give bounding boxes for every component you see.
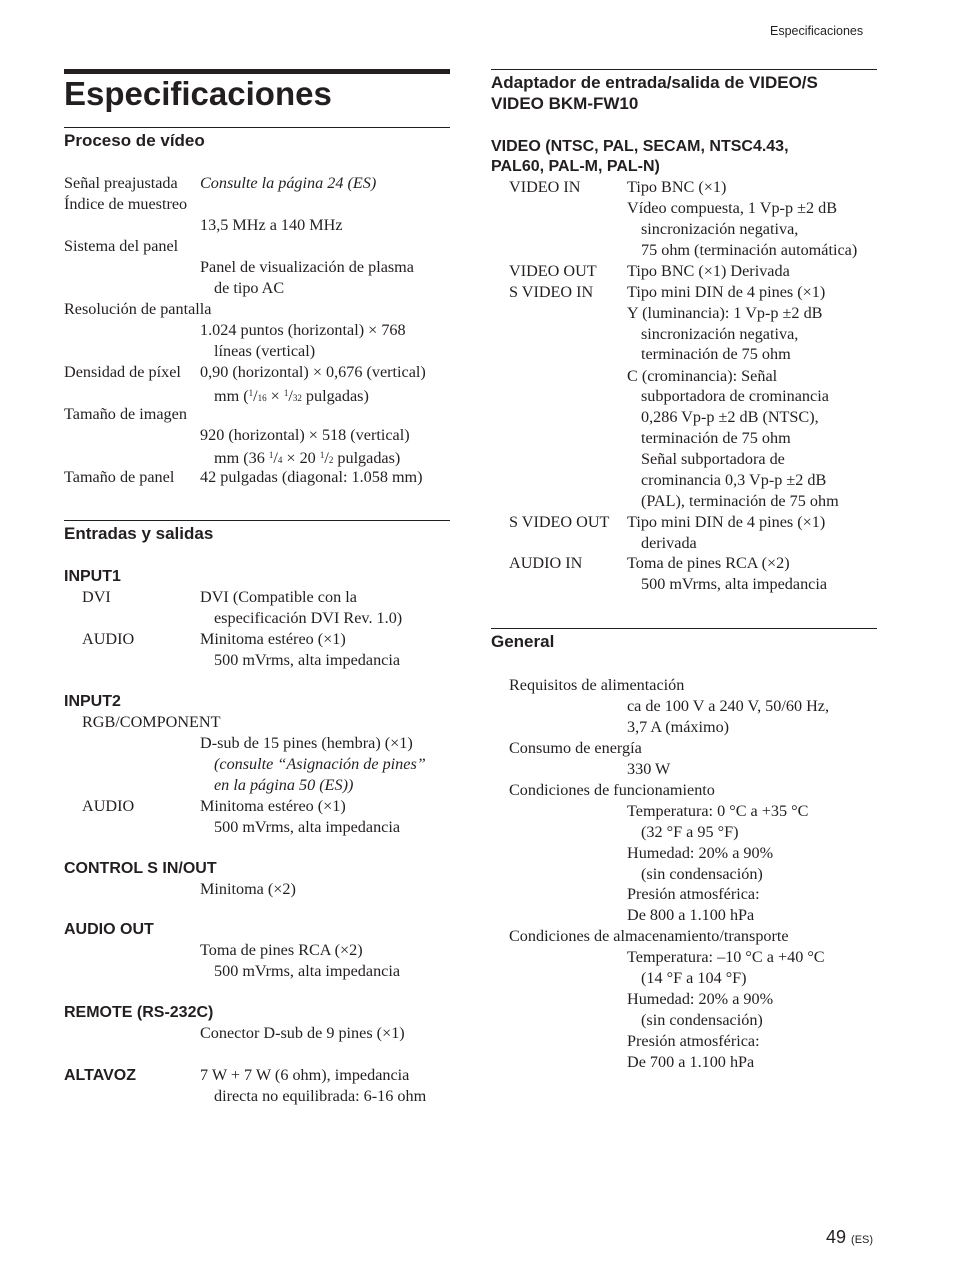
fraction-text: × 20 xyxy=(282,449,320,467)
spec-value: Toma de pines RCA (×2) xyxy=(627,554,790,572)
spec-value: 500 mVrms, alta impedancia xyxy=(214,651,401,669)
spec-value: sincronización negativa, xyxy=(641,220,799,238)
fraction-text: pulgadas) xyxy=(301,387,369,405)
fraction-den: 4 xyxy=(277,455,283,465)
fraction-slash: / xyxy=(273,449,278,467)
subheading-control: CONTROL S IN/OUT xyxy=(64,860,217,877)
spec-value: 0,286 Vp-p ±2 dB (NTSC), xyxy=(641,408,819,426)
page-number-suffix: (ES) xyxy=(851,1234,874,1246)
section-heading-adapter: Adaptador de entrada/salida de VIDEO/S xyxy=(491,73,818,92)
spec-value: Tipo BNC (×1) xyxy=(627,178,727,196)
spec-value: de tipo AC xyxy=(214,279,285,297)
fraction-num: 1 xyxy=(319,450,325,460)
spec-label: AUDIO xyxy=(82,797,135,815)
spec-value: Minitoma (×2) xyxy=(200,880,296,898)
title-rule xyxy=(64,69,450,74)
spec-value: Tipo BNC (×1) Derivada xyxy=(627,262,790,280)
spec-label: VIDEO OUT xyxy=(509,262,597,280)
spec-label: Tamaño de imagen xyxy=(64,405,187,423)
fraction-text: pulgadas) xyxy=(333,449,401,467)
spec-label: Resolución de pantalla xyxy=(64,300,212,318)
subheading-video-2: PAL60, PAL-M, PAL-N) xyxy=(491,158,660,175)
fraction-den: 16 xyxy=(257,393,267,403)
spec-label: Condiciones de funcionamiento xyxy=(509,781,715,799)
fraction-slash: / xyxy=(288,387,293,405)
spec-value: crominancia 0,3 Vp-p ±2 dB xyxy=(641,471,827,489)
spec-value: Humedad: 20% a 90% xyxy=(627,990,774,1008)
spec-value: DVI (Compatible con la xyxy=(200,588,357,606)
section-heading-io: Entradas y salidas xyxy=(64,524,214,543)
fraction-slash: / xyxy=(324,449,329,467)
spec-value: 500 mVrms, alta impedancia xyxy=(641,575,828,593)
section-heading-adapter-2: VIDEO BKM-FW10 xyxy=(491,94,639,113)
spec-value: (sin condensación) xyxy=(641,1011,763,1029)
spec-value: Tipo mini DIN de 4 pines (×1) xyxy=(627,283,826,301)
fraction-den: 32 xyxy=(292,393,302,403)
spec-value: Conector D-sub de 9 pines (×1) xyxy=(200,1024,405,1042)
spec-label: Sistema del panel xyxy=(64,237,179,255)
spec-value: en la página 50 (ES)) xyxy=(214,776,354,794)
spec-value: (14 °F a 104 °F) xyxy=(641,969,747,987)
fraction-slash: / xyxy=(253,387,258,405)
spec-value: Toma de pines RCA (×2) xyxy=(200,941,363,959)
spec-value: directa no equilibrada: 6-16 ohm xyxy=(214,1087,427,1105)
spec-value: 3,7 A (máximo) xyxy=(627,718,730,736)
spec-label: Tamaño de panel xyxy=(64,468,175,486)
spec-value: Vídeo compuesta, 1 Vp-p ±2 dB xyxy=(627,199,838,217)
spec-value: Señal subportadora de xyxy=(641,450,785,468)
section-rule xyxy=(491,69,877,70)
spec-value xyxy=(214,383,369,409)
spec-value: Humedad: 20% a 90% xyxy=(627,844,774,862)
spec-value: terminación de 75 ohm xyxy=(641,345,791,363)
spec-value: Temperatura: 0 °C a +35 °C xyxy=(627,802,809,820)
spec-value: (consulte “Asignación de pines” xyxy=(214,755,426,773)
spec-value: Tipo mini DIN de 4 pines (×1) xyxy=(627,513,826,531)
spec-value: (sin condensación) xyxy=(641,865,763,883)
spec-value: Presión atmosférica: xyxy=(627,885,760,903)
spec-value: líneas (vertical) xyxy=(214,342,316,360)
section-rule xyxy=(491,628,877,629)
spec-value: D-sub de 15 pines (hembra) (×1) xyxy=(200,734,413,752)
spec-value: sincronización negativa, xyxy=(641,325,799,343)
page-title: Especificaciones xyxy=(64,75,332,112)
fraction-num: 1 xyxy=(248,388,254,398)
spec-value: subportadora de crominancia xyxy=(641,387,829,405)
section-heading-general: General xyxy=(491,632,555,651)
section-rule xyxy=(64,127,450,128)
spec-label: Densidad de píxel xyxy=(64,363,181,381)
spec-value: derivada xyxy=(641,534,697,552)
fraction-text: mm ( xyxy=(214,387,249,405)
spec-label: AUDIO xyxy=(82,630,135,648)
subheading-audio-out: AUDIO OUT xyxy=(64,921,154,938)
spec-label: S VIDEO OUT xyxy=(509,513,610,531)
spec-value: Y (luminancia): 1 Vp-p ±2 dB xyxy=(627,304,823,322)
spec-value: 1.024 puntos (horizontal) × 768 xyxy=(200,321,406,339)
spec-value: 13,5 MHz a 140 MHz xyxy=(200,216,343,234)
spec-label: Requisitos de alimentación xyxy=(509,676,685,694)
section-heading-video: Proceso de vídeo xyxy=(64,131,205,150)
spec-value: Panel de visualización de plasma xyxy=(200,258,414,276)
subheading-remote: REMOTE (RS-232C) xyxy=(64,1004,214,1021)
spec-value: Presión atmosférica: xyxy=(627,1032,760,1050)
spec-value: 75 ohm (terminación automática) xyxy=(641,241,858,259)
spec-value: De 800 a 1.100 hPa xyxy=(627,906,755,924)
subheading-video: VIDEO (NTSC, PAL, SECAM, NTSC4.43, xyxy=(491,138,789,155)
spec-label: Consumo de energía xyxy=(509,739,642,757)
fraction-den: 2 xyxy=(328,455,334,465)
spec-value: Minitoma estéreo (×1) xyxy=(200,797,346,815)
page-number xyxy=(826,1227,873,1248)
subheading-speaker: ALTAVOZ xyxy=(64,1067,136,1084)
spec-label: Índice de muestreo xyxy=(64,195,188,213)
spec-label: VIDEO IN xyxy=(509,178,581,196)
spec-value: 500 mVrms, alta impedancia xyxy=(214,818,401,836)
subheading-input2: INPUT2 xyxy=(64,693,121,710)
spec-value: (PAL), terminación de 75 ohm xyxy=(641,492,839,510)
spec-label: Condiciones de almacenamiento/transporte xyxy=(509,927,789,945)
spec-value: terminación de 75 ohm xyxy=(641,429,791,447)
spec-value: 500 mVrms, alta impedancia xyxy=(214,962,401,980)
spec-value: 920 (horizontal) × 518 (vertical) xyxy=(200,426,410,444)
page-number-value: 49 xyxy=(826,1227,847,1247)
spec-value: (32 °F a 95 °F) xyxy=(641,823,739,841)
spec-value: 0,90 (horizontal) × 0,676 (vertical) xyxy=(200,363,426,381)
subheading-input1: INPUT1 xyxy=(64,568,121,585)
spec-label: RGB/COMPONENT xyxy=(82,713,221,731)
spec-value: 7 W + 7 W (6 ohm), impedancia xyxy=(200,1066,410,1084)
running-head: Especificaciones xyxy=(770,24,864,38)
fraction-num: 1 xyxy=(283,388,289,398)
spec-label: DVI xyxy=(82,588,111,606)
spec-value: C (crominancia): Señal xyxy=(627,367,778,385)
spec-label: AUDIO IN xyxy=(509,554,583,572)
fraction-text: × xyxy=(266,387,284,405)
spec-label: S VIDEO IN xyxy=(509,283,594,301)
spec-value: 42 pulgadas (diagonal: 1.058 mm) xyxy=(200,468,423,486)
spec-value: Minitoma estéreo (×1) xyxy=(200,630,346,648)
fraction-num: 1 xyxy=(268,450,274,460)
fraction-text: mm (36 xyxy=(214,449,269,467)
spec-value: Temperatura: –10 °C a +40 °C xyxy=(627,948,825,966)
spec-value: De 700 a 1.100 hPa xyxy=(627,1053,755,1071)
spec-label: Señal preajustada xyxy=(64,174,178,192)
spec-value: Consulte la página 24 (ES) xyxy=(200,174,377,192)
spec-value: especificación DVI Rev. 1.0) xyxy=(214,609,403,627)
spec-value: 330 W xyxy=(627,760,671,778)
section-rule xyxy=(64,520,450,521)
spec-value: ca de 100 V a 240 V, 50/60 Hz, xyxy=(627,697,830,715)
